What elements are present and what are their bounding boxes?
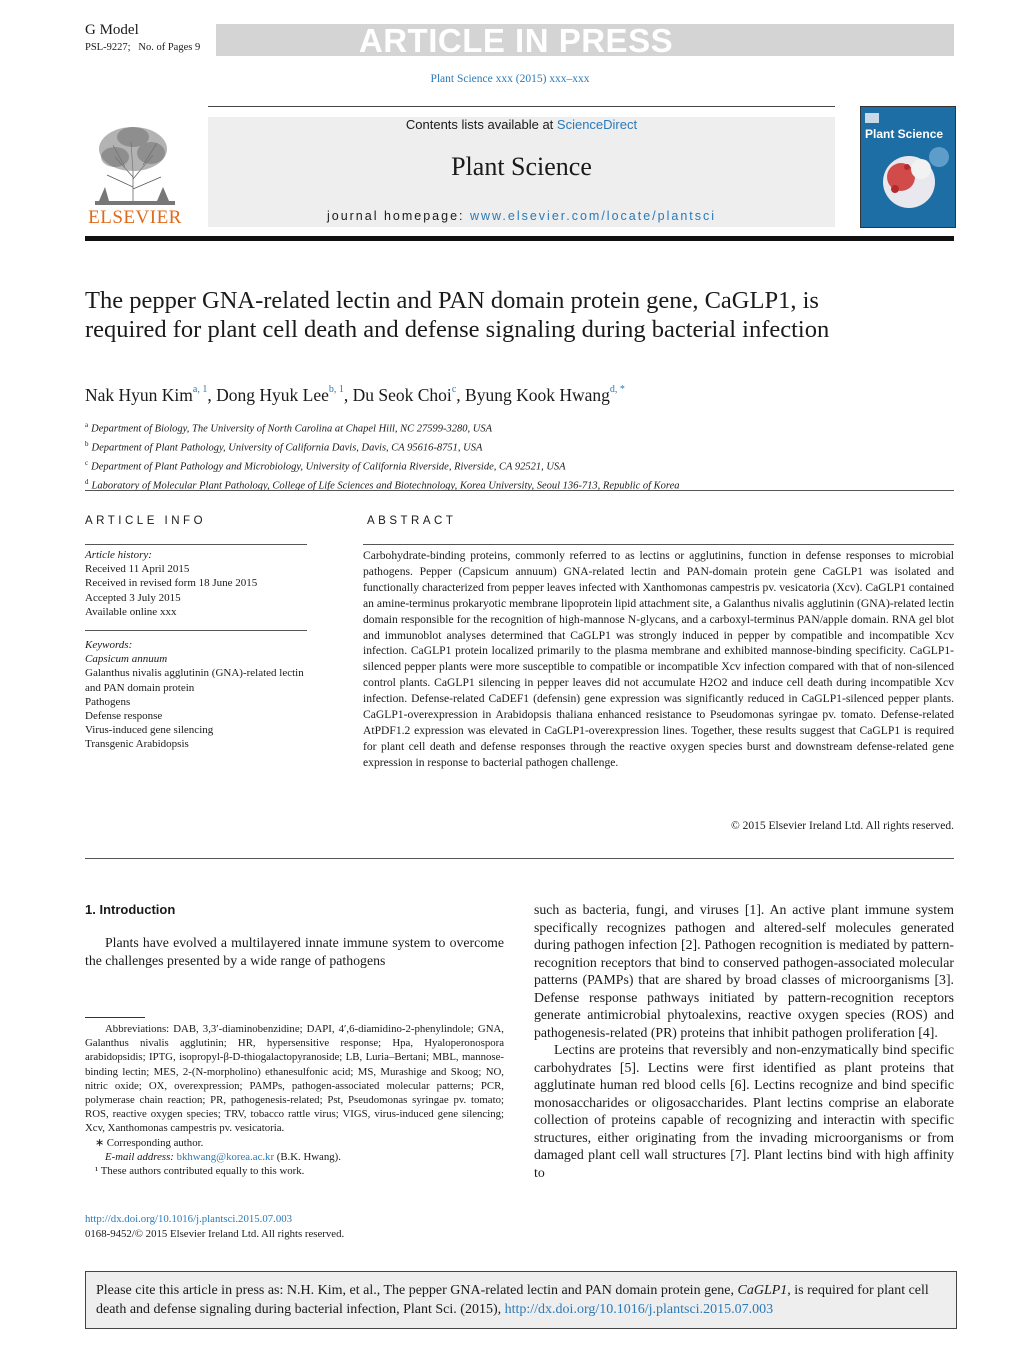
doi-block xyxy=(85,1212,504,1241)
abstract-heading: ABSTRACT xyxy=(367,515,457,527)
keywords xyxy=(85,638,315,752)
affiliation-text: Laboratory of Molecular Plant Pathology, College of Life Sciences and Biotechnology, Korea University, Seoul 136-713, Republic of Korea xyxy=(91,480,680,492)
affiliation-marker: b xyxy=(85,439,89,448)
keyword-item: Capsicum annuum xyxy=(85,653,168,666)
email-label: E-mail address: xyxy=(105,1150,177,1163)
citation-prefix: Please cite this article in press as: N.H. Kim, et al., The pepper GNA-related lectin and PAN domain protein gene, xyxy=(96,1283,738,1298)
journal-name: Plant Science xyxy=(451,152,592,181)
keywords-label: Keywords: xyxy=(85,639,133,651)
history-item: Received in revised form 18 June 2015 xyxy=(85,577,258,590)
author-affiliation-marker[interactable]: a, 1 xyxy=(192,384,208,395)
citation-text xyxy=(96,1282,951,1319)
keyword-item: Transgenic Arabidopsis xyxy=(85,738,189,751)
homepage-prefix: journal homepage: xyxy=(326,209,470,223)
journal-reference-link[interactable]: Plant Science xxx (2015) xxx–xxx xyxy=(430,73,590,85)
citation-middle: , is required for plant cell death and defense signaling during bacterial infection, Plant Sci. (2015), xyxy=(96,1283,929,1317)
header-top-rule xyxy=(208,106,835,107)
introduction-right-column xyxy=(534,901,954,1181)
author-affiliation-marker[interactable]: b, 1 xyxy=(328,384,344,395)
cover-title: Plant Science xyxy=(865,127,944,141)
history-item: Received 11 April 2015 xyxy=(85,563,190,576)
citation-gene: CaGLP1 xyxy=(737,1283,788,1298)
g-model-label: G Model xyxy=(85,22,139,38)
email-suffix: (B.K. Hwang). xyxy=(274,1150,341,1163)
footnote-rule xyxy=(85,1017,145,1018)
author-name[interactable]: Du Seok Choi xyxy=(352,385,452,405)
page-count: No. of Pages 9 xyxy=(138,42,201,53)
history-label: Article history: xyxy=(85,549,152,561)
contents-prefix: Contents lists available at xyxy=(405,117,557,132)
cover-art-icon xyxy=(861,107,955,227)
affiliations xyxy=(85,418,955,494)
author-name[interactable]: Byung Kook Hwang xyxy=(465,385,610,405)
citation-doi-link[interactable]: http://dx.doi.org/10.1016/j.plantsci.2015.07.003 xyxy=(504,1301,774,1317)
author-name[interactable]: Nak Hyun Kim xyxy=(85,385,193,405)
introduction-heading: 1. Introduction xyxy=(85,902,176,917)
affiliation-item xyxy=(85,437,955,456)
equal-contribution-note: ¹ These authors contributed equally to this work. xyxy=(95,1165,305,1178)
keyword-item: Virus-induced gene silencing xyxy=(85,724,214,737)
abstract-copyright: © 2015 Elsevier Ireland Ltd. All rights reserved. xyxy=(730,820,954,832)
author-affiliation-marker[interactable]: c xyxy=(451,384,457,395)
article-info-heading: ARTICLE INFO xyxy=(85,515,207,527)
article-info-rule xyxy=(85,544,307,545)
sciencedirect-link[interactable]: ScienceDirect xyxy=(556,117,638,132)
email-link[interactable]: bkhwang@korea.ac.kr xyxy=(176,1150,275,1163)
affiliation-marker: a xyxy=(85,421,89,429)
article-title: The pepper GNA-related lectin and PAN domain protein gene, CaGLP1, is required for plant cell death and defense signaling during bacterial infection xyxy=(85,287,830,343)
author-list: Nak Hyun Kim$^{a, 1}$, Dong Hyuk Lee$^{b, 1}$, Du Seok Choi$^c$, Byung Kook Hwang$^{d, *}$ xyxy=(85,384,625,405)
abbreviations-footnote: Abbreviations: DAB, 3,3′-diaminobenzidine; DAPI, 4′,6-diamidino-2-phenylindole; GNA, Galanthus nivalis agglutinin; HR, hypersensitive response; Hpa, Hyaloperonospora arabidopsidis; IPTG, isopropyl-β-D-thiogalactopyranoside; LB, Luria–Bertani; MBL, mannose-binding lectin; MES, 2-(N-morpholino) ethanesulfonic acid; MS, Murashige and Skoog; NO, nitric oxide; OX, overexpression; PAMPs, pathogen-associated molecular patterns; PCR, polymerase chain reaction; PR, pathogenesis-related; Pst, Pseudomonas syringae pv. tomato; ROS, reactive oxygen species; TRV, tobacco rattle virus; VIGS, virus-induced gene silencing; Xcv, Xanthomonas campestris pv. vesicatoria. xyxy=(85,1023,504,1135)
article-history xyxy=(85,548,315,619)
affiliation-item xyxy=(85,456,955,475)
article-in-press-banner: ARTICLE IN PRESS xyxy=(358,22,674,59)
psl-id: PSL-9227; xyxy=(85,42,131,53)
footnotes xyxy=(85,1022,504,1178)
affiliation-item xyxy=(85,418,955,437)
affiliation-text: Department of Plant Pathology and Microbiology, University of California Riverside, Riverside, CA 92521, USA xyxy=(91,461,566,473)
keyword-item: Galanthus nivalis agglutinin (GNA)-related lectin and PAN domain protein xyxy=(85,667,304,694)
keyword-item: Pathogens xyxy=(85,695,131,708)
keyword-item: Defense response xyxy=(85,710,163,723)
homepage-link[interactable]: www.elsevier.com/locate/plantsci xyxy=(470,209,717,223)
corresponding-author-note: ∗ Corresponding author. xyxy=(95,1136,204,1149)
author-affiliation-marker[interactable]: d, * xyxy=(609,384,625,395)
journal-cover-thumbnail[interactable] xyxy=(860,106,956,228)
affiliation-marker: d xyxy=(85,477,89,486)
abstract-text: Carbohydrate-binding proteins, commonly referred to as lectins or agglutinins, function in defense responses to microbial pathogens. Pepper (Capsicum annuum) GNA-related lectin and PAN-domain protein gene CaGLP1 was isolated and functionally characterized from pepper leaves infected with Xanthomonas campestris pv. vesicatoria (Xcv). CaGLP1 contained an amine-terminus prokaryotic membrane lipoprotein lipid attachment site, a Galanthus nivalis agglutinin (GNA)-related lectin domain responsible for the recognition of high-mannose N-glycans, and a carboxyl-terminus PAN/apple domain. RNA gel blot and immunoblot analyses determined that CaGLP1 was strongly induced in pepper by compatible and incompatible Xcv infection. CaGLP1 protein localized primarily to the plasma membrane and exhibited mannose-binding specificity. CaGLP1-silenced pepper plants were more susceptible to compatible or incompatible Xcv infection compared with that of non-silenced control plants. CaGLP1 silencing in pepper leaves did not accumulate H2O2 and induce cell death during incompatible Xcv infection. Defense-related CaDEF1 (defensin) gene expression was significantly reduced in CaGLP1-silenced pepper plants. CaGLP1-overexpression in Arabidopsis thaliana enhanced resistance to Pseudomonas syringae pv. tomato. Defense-related AtPDF1.2 expression was elevated in CaGLP1-overexpression lines. Together, these results suggest that CaGLP1 is required for plant cell death and defense responses through the reactive oxygen species burst and downstream defense-related gene expression in response to bacterial pathogen challenge. xyxy=(363,549,954,769)
author-name[interactable]: Dong Hyuk Lee xyxy=(216,385,329,405)
introduction-left-text: Plants have evolved a multilayered innate immune system to overcome the challenges presented by a wide range of pathogens xyxy=(85,935,504,968)
keywords-rule xyxy=(85,630,307,631)
doi-link[interactable]: http://dx.doi.org/10.1016/j.plantsci.2015.07.003 xyxy=(85,1213,293,1225)
journal-homepage-line xyxy=(208,209,835,223)
contents-line xyxy=(208,117,835,132)
body-divider xyxy=(85,858,954,859)
affiliation-text: Department of Biology, The University of North Carolina at Chapel Hill, NC 27599-3280, USA xyxy=(91,423,493,435)
history-item: Available online xxx xyxy=(85,605,177,618)
affiliation-marker: c xyxy=(85,458,89,467)
header-thick-rule xyxy=(85,236,954,241)
section-divider xyxy=(85,490,954,491)
history-item: Accepted 3 July 2015 xyxy=(85,591,181,604)
intro-paragraph: Lectins are proteins that reversibly and non-enzymatically bind specific carbohydrates [5]. Lectins were first identified as plant proteins that agglutinate human red blood cells [6]. Lectins recognize and bind specific monosaccharides or oligosaccharides. Plant lectins comprise an elaborate collection of proteins capable of recognizing and interactin with specific structures, either originating from the invading microorganisms or from damaged plant cell wall structures [7]. Plant lectins bind with high affinity to xyxy=(534,1042,954,1180)
intro-paragraph: such as bacteria, fungi, and viruses [1]. An active plant immune system specifically recognizes pathogen and altered-self molecules generated during pathogen infection [2]. Pathogen recognition is mediated by pattern-recognition receptors that bind to conserved pathogen-associated molecular patterns (PAMPs) that are shared by broad classes of microorganisms [3]. Defense response pathways initiated by pattern-recognition receptors generate antimicrobial phytoalexins, reactive oxygen species (ROS) and pathogenesis-related (PR) proteins that inhibit pathogen proliferation [4]. xyxy=(534,902,954,1040)
issn-line: 0168-9452/© 2015 Elsevier Ireland Ltd. All rights reserved. xyxy=(85,1227,345,1240)
elsevier-wordmark: ELSEVIER xyxy=(88,207,182,228)
manuscript-id xyxy=(85,42,200,53)
affiliation-text: Department of Plant Pathology, University of California Davis, Davis, CA 95616-8751, USA xyxy=(91,442,483,454)
abstract-rule xyxy=(363,544,954,545)
email-line xyxy=(85,1150,504,1164)
